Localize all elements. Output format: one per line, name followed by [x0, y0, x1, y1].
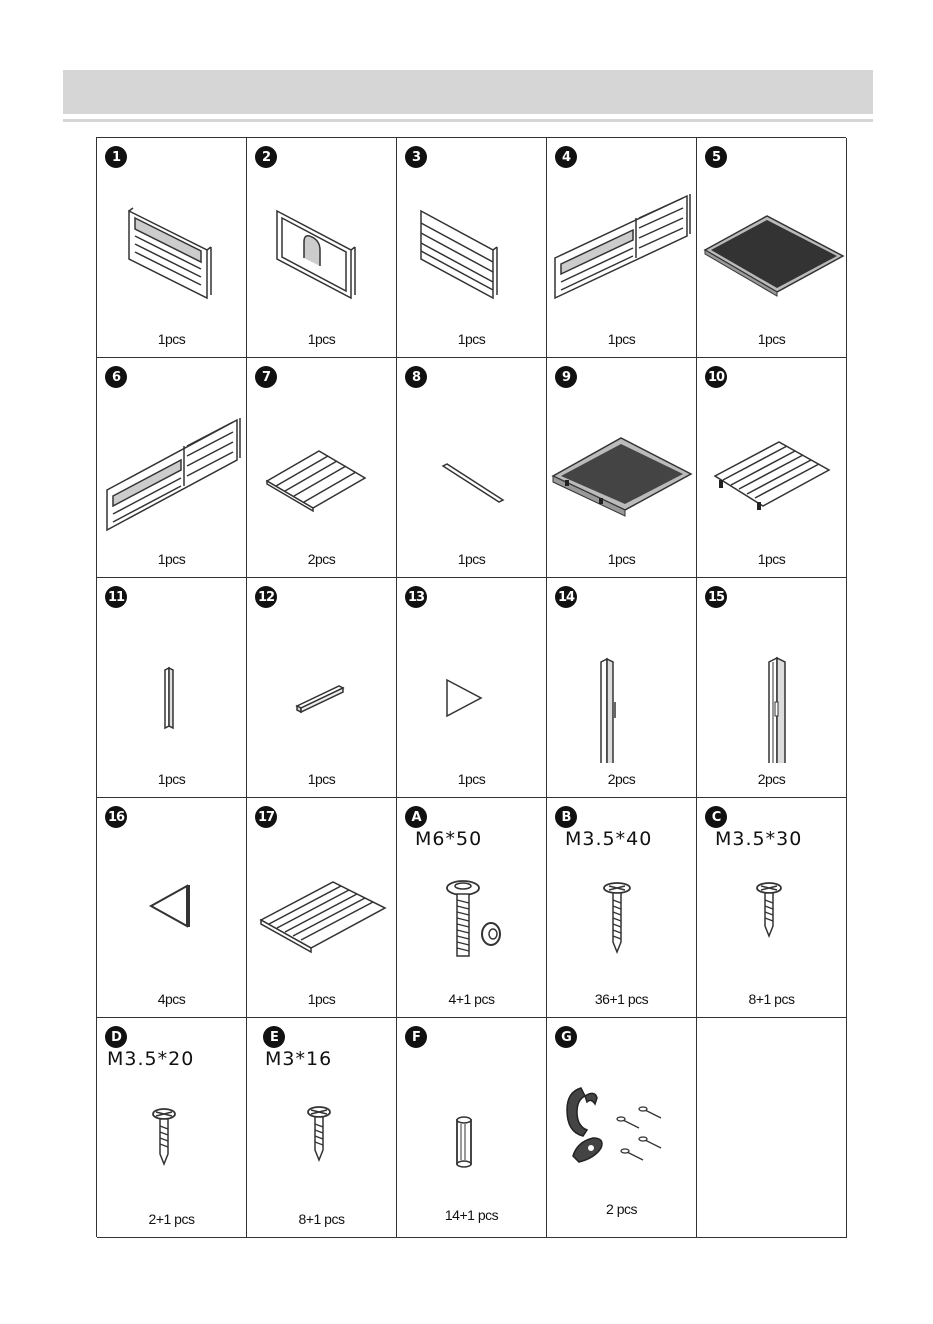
part-cell-C [697, 798, 847, 1018]
bolt-nut-icon [397, 838, 545, 983]
part-cell-6 [97, 358, 247, 578]
part-spec: M3.5*40 [565, 828, 653, 850]
part-cell-F [397, 1018, 547, 1238]
slat-floor-icon [697, 398, 845, 543]
short-post-icon [97, 618, 245, 763]
part-cell-12 [247, 578, 397, 798]
triangle-icon [397, 618, 545, 763]
part-letter: A [405, 806, 427, 828]
hook-latch-icon [547, 1058, 695, 1203]
part-number: 15 [705, 586, 727, 608]
part-cell-B [547, 798, 697, 1018]
part-number: 11 [105, 586, 127, 608]
part-cell-10 [697, 358, 847, 578]
part-number: 3 [405, 146, 427, 168]
screw-icon [247, 1058, 395, 1203]
part-quantity: 14+1 pcs [444, 1207, 499, 1223]
part-cell-1 [97, 138, 247, 358]
part-cell-17 [247, 798, 397, 1018]
part-number: 9 [555, 366, 577, 388]
part-cell-2 [247, 138, 397, 358]
long-panel-window-icon [97, 398, 245, 543]
part-cell-8 [397, 358, 547, 578]
part-letter: C [705, 806, 727, 828]
part-quantity: 1pcs [157, 771, 186, 787]
part-quantity: 1pcs [157, 331, 186, 347]
panel-door-icon [247, 178, 395, 323]
part-cell-D [97, 1018, 247, 1238]
part-number: 16 [105, 806, 127, 828]
part-quantity: 1pcs [157, 551, 186, 567]
part-number: 4 [555, 146, 577, 168]
part-number: 1 [105, 146, 127, 168]
part-quantity: 8+1 pcs [298, 1211, 345, 1227]
part-cell-7 [247, 358, 397, 578]
part-cell-E [247, 1018, 397, 1238]
part-quantity: 1pcs [307, 331, 336, 347]
screw-icon [97, 1058, 245, 1203]
empty-cell [697, 1018, 847, 1238]
part-cell-A [397, 798, 547, 1018]
part-cell-15 [697, 578, 847, 798]
part-number: 5 [705, 146, 727, 168]
part-cell-13 [397, 578, 547, 798]
part-letter: D [105, 1026, 127, 1048]
tall-post-icon [547, 618, 695, 763]
panel-window-icon [97, 178, 245, 323]
part-quantity: 1pcs [607, 551, 636, 567]
part-cell-3 [397, 138, 547, 358]
part-quantity: 4pcs [157, 991, 186, 1007]
part-quantity: 2pcs [607, 771, 636, 787]
part-quantity: 2+1 pcs [148, 1211, 195, 1227]
small-bar-icon [247, 618, 395, 763]
part-quantity: 36+1 pcs [594, 991, 649, 1007]
ramp-icon [247, 838, 395, 983]
screw-icon [697, 838, 845, 983]
part-number: 6 [105, 366, 127, 388]
part-quantity: 2 pcs [606, 1201, 637, 1217]
panel-slats-icon [397, 178, 545, 323]
part-number: 2 [255, 146, 277, 168]
bar-icon [397, 398, 545, 543]
part-cell-5 [697, 138, 847, 358]
part-cell-9 [547, 358, 697, 578]
part-quantity: 1pcs [607, 331, 636, 347]
part-number: 13 [405, 586, 427, 608]
part-quantity: 8+1 pcs [748, 991, 795, 1007]
part-quantity: 1pcs [457, 551, 486, 567]
board-icon [247, 398, 395, 543]
part-letter: F [405, 1026, 427, 1048]
part-cell-14 [547, 578, 697, 798]
part-quantity: 1pcs [757, 551, 786, 567]
part-quantity: 4+1 pcs [448, 991, 495, 1007]
part-spec: M3.5*20 [107, 1048, 195, 1070]
part-spec: M3*16 [265, 1048, 333, 1070]
part-quantity: 1pcs [457, 771, 486, 787]
long-panel-window-icon [547, 178, 695, 323]
part-number: 10 [705, 366, 727, 388]
screw-icon [547, 838, 695, 983]
parts-grid [96, 137, 846, 1237]
part-letter: G [555, 1026, 577, 1048]
part-quantity: 1pcs [307, 991, 336, 1007]
header-divider [63, 119, 873, 122]
tall-post-icon [697, 618, 845, 763]
mesh-tray-icon [547, 398, 695, 543]
header-bar [63, 70, 873, 114]
part-quantity: 2pcs [757, 771, 786, 787]
part-letter: E [263, 1026, 285, 1048]
part-spec: M3.5*30 [715, 828, 803, 850]
part-quantity: 2pcs [307, 551, 336, 567]
part-cell-16 [97, 798, 247, 1018]
part-number: 14 [555, 586, 577, 608]
part-number: 7 [255, 366, 277, 388]
part-number: 17 [255, 806, 277, 828]
part-cell-G [547, 1018, 697, 1238]
triangle-bracket-icon [97, 838, 245, 983]
part-quantity: 1pcs [457, 331, 486, 347]
part-cell-4 [547, 138, 697, 358]
part-number: 12 [255, 586, 277, 608]
part-cell-11 [97, 578, 247, 798]
part-quantity: 1pcs [757, 331, 786, 347]
part-letter: B [555, 806, 577, 828]
dowel-icon [397, 1058, 545, 1203]
part-number: 8 [405, 366, 427, 388]
roof-panel-icon [697, 178, 845, 323]
part-quantity: 1pcs [307, 771, 336, 787]
part-spec: M6*50 [415, 828, 483, 850]
